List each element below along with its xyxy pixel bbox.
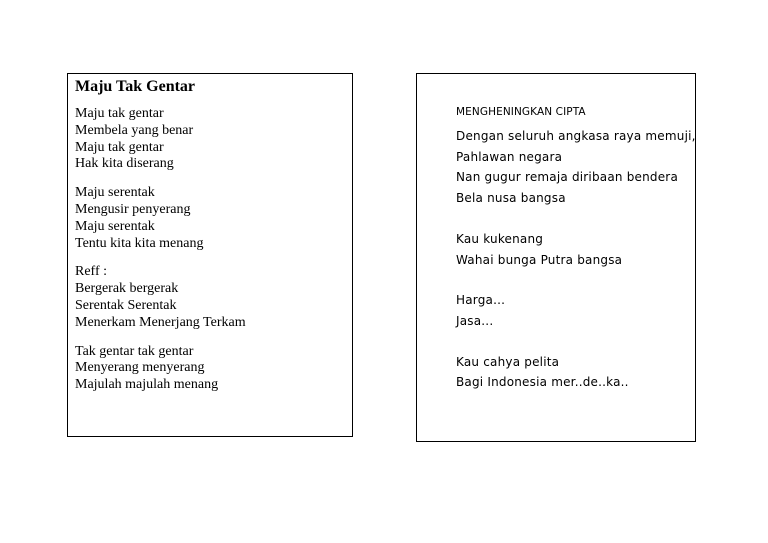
lyric-line: Wahai bunga Putra bangsa <box>456 252 623 267</box>
lyric-line: Nan gugur remaja diribaan bendera <box>456 170 678 185</box>
stanza <box>456 352 689 393</box>
stanza <box>456 290 689 331</box>
lyric-line: Dengan seluruh angkasa raya memuji, <box>456 129 696 143</box>
lyric-line: Tak gentar tak gentar <box>75 343 194 359</box>
lyric-line: Maju serentak <box>75 185 155 201</box>
lyric-line: Tentu kita kita menang <box>75 235 204 251</box>
lyric-line: Menerkam Menerjang Terkam <box>75 314 246 330</box>
stanza <box>456 229 689 270</box>
stanza-refrain <box>75 264 346 331</box>
lyric-line: Majulah majulah menang <box>75 377 219 393</box>
lyric-line: Menyerang menyerang <box>75 360 205 376</box>
lyric-line: Harga... <box>456 293 506 308</box>
lyric-line: Maju tak gentar <box>75 139 164 155</box>
stanza <box>75 344 346 394</box>
song-title: MENGHENINGKAN CIPTA <box>456 106 586 118</box>
lyric-line: Membela yang benar <box>75 122 194 138</box>
lyric-line: Bagi Indonesia mer..de..ka.. <box>456 375 629 390</box>
lyric-line: Jasa... <box>456 313 494 328</box>
lyric-line: Bela nusa bangsa <box>456 191 566 206</box>
lyric-line: Mengusir penyerang <box>75 201 191 217</box>
lyric-line: Kau kukenang <box>456 231 544 246</box>
lyric-line: Maju serentak <box>75 218 155 234</box>
stanza <box>75 106 346 173</box>
lyrics-card-mengheningkan-cipta <box>416 73 696 442</box>
song-title: Maju Tak Gentar <box>75 78 196 95</box>
lyric-line: Bergerak bergerak <box>75 281 179 297</box>
stanza <box>75 185 346 252</box>
lyric-line: Maju tak gentar <box>75 106 164 121</box>
stanza <box>456 126 696 209</box>
lyric-line: Kau cahya pelita <box>456 354 560 369</box>
refrain-label: Reff : <box>75 264 108 280</box>
lyric-line: Pahlawan negara <box>456 149 563 164</box>
lyric-line: Hak kita diserang <box>75 156 174 172</box>
lyric-line: Serentak Serentak <box>75 297 177 313</box>
lyrics-card-maju-tak-gentar <box>67 73 353 437</box>
